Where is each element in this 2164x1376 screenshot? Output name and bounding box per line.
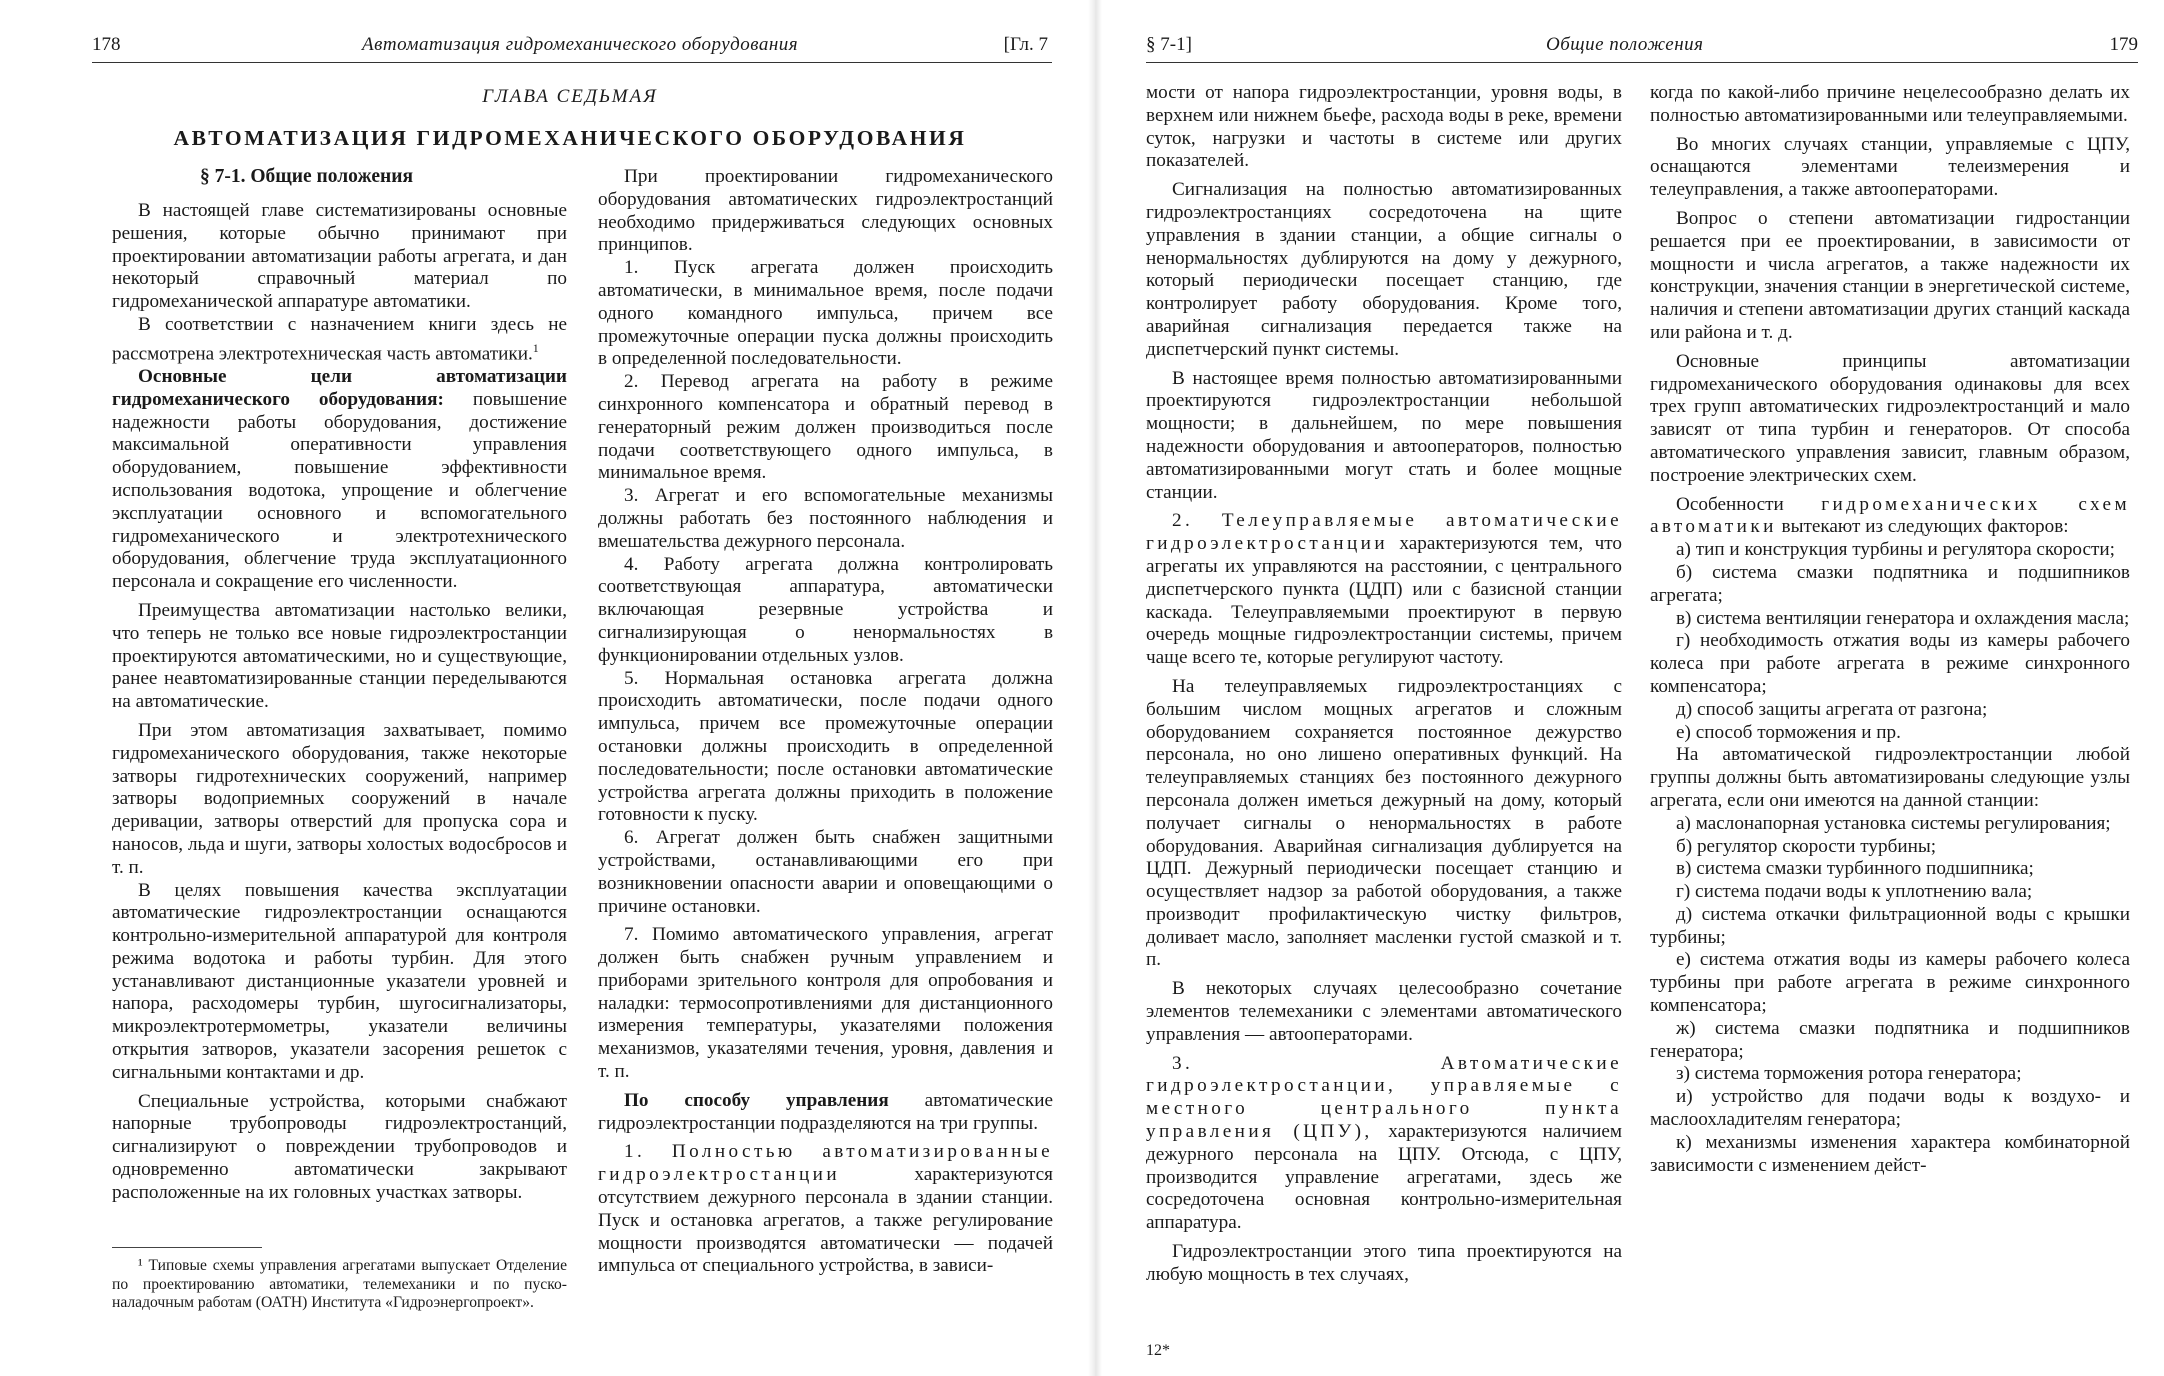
spaced-term: 2. Телеуправляемые автоматические гидроэлектростанции [1146,510,1622,555]
paragraph: 3. Автоматические гидроэлектростанции, управляемые с местного центрального пункта управления (ЦПУ), характеризуются наличием дежурного персонала на ЦПУ. Отсюда, с ЦПУ, производится управление агрегатами, здесь же сосредоточена основная контрольно-измерительная аппаратура. [1146,1052,1622,1234]
paragraph: Во многих случаях станции, управляемые с ЦПУ, оснащаются элементами телеизмерения и телеуправления, а также автооператорами. [1650,133,2130,201]
footnote-rule [112,1247,262,1248]
left-running-head [92,28,1052,63]
paragraph: В настоящей главе систематизированы основные решения, которые обычно принимают при проектировании автоматизации работы агрегата, и дан некоторый справочный материал по гидромеханической аппаратуре автоматики. [112,200,567,313]
bold-lead: По способу управления [624,1089,889,1111]
list-item: е) способ торможения и пр. [1676,721,1901,743]
right-page-column-1 [1146,82,1622,1287]
paragraph: 4. Работу агрегата должна контролировать соответствующая аппаратура, автоматически включающая резервные устройства и сигнализирующая о ненормальностях в функционировании отдельных узлов. [598,553,1053,666]
paragraph: 6. Агрегат должен быть снабжен защитными устройствами, останавливающими его при возникновении опасности аварии и оповещающими о причине остановки. [598,827,1053,917]
list-item: в) система смазки турбинного подшипника; [1676,858,2034,880]
paragraph: В некоторых случаях целесообразно сочетание элементов телемеханики с элементами автоматического управления — автооператорами. [1146,978,1622,1045]
running-title: Автоматизация гидромеханического оборудования [362,34,799,55]
paragraph: 5. Нормальная остановка агрегата должна происходить автоматически, после подачи одного импульса, причем все промежуточные операции остановки должны происходить в определенной последовательности; после остановки автоматические устройства агрегата должны приходить в положение готовности к пуску. [598,667,1053,826]
section-title: § 7-1. Общие положения [200,166,414,187]
spaced-term: 1. Полностью автоматизированные гидроэлектростанции [598,1141,1053,1186]
paragraph: когда по какой-либо причине нецелесообразно делать их полностью автоматизированными или телеуправляемыми. [1650,82,2130,126]
paragraph: По способу управления автоматические гидроэлектростанции подразделяются на три группы. [598,1089,1053,1134]
chapter-label: ГЛАВА СЕДЬМАЯ [482,86,658,107]
paragraph: Основные принципы автоматизации гидромеханического оборудования одинаковы для всех трех групп автоматических гидроэлектростанций и мало зависят от типа турбин и генераторов. От способа автоматического управления зависит, главным образом, построение электрических схем. [1650,350,2130,486]
list-item: и) устройство для подачи воды к воздухо- и маслоохладителям генератора; [1650,1086,2130,1131]
right-page [1100,0,2164,1376]
list-item: д) система откачки фильтрационной воды с крышки турбины; [1650,903,2130,948]
list-item: ж) система смазки подпятника и подшипников генератора; [1650,1017,2130,1062]
left-page-column-2 [598,166,1053,1278]
paragraph: Специальные устройства, которыми снабжают напорные трубопроводы гидроэлектростанций, сигнализируют о повреждении трубопроводов и одновременно автоматически закрывают расположенные на их головных участках затворы. [112,1090,567,1203]
paragraph: При этом автоматизация захватывает, помимо гидромеханического оборудования, также некоторые затворы гидротехнических сооружений, например затворы водоприемных сооружений в начале деривации, затворы отверстий для пропуска сора и наносов, льда и шуги, затворы холостых водосбросов и т. п. [112,719,567,878]
footnote: ¹ Типовые схемы управления агрегатами выпускает Отделение по проектированию автоматики, телемеханики и по пуско-наладочным работам (ОАТН) Института «Гидроэнергопроект». [112,1257,567,1312]
page-number: 178 [92,34,121,55]
spaced-term: гидромеханических схем автоматики [1650,493,2130,538]
factor-list [1650,539,2130,744]
paragraph: Сигнализация на полностью автоматизированных гидроэлектростанциях сосредоточена на щите управления в здании станции, а общие сигналы о ненормальностях дублируются на дому у дежурного, который периодически посещает станцию, где контролирует работу оборудования. Кроме того, аварийная сигнализация передается также на диспетчерский пункт системы. [1146,179,1622,360]
bold-lead: Основные цели автоматизации гидромеханического оборудования: [112,365,567,410]
paragraph: 2. Перевод агрегата на работу в режиме синхронного компенсатора и обратный перевод в генераторный режим должен производиться после подачи соответствующего одного импульса, в минимальное время. [598,371,1053,484]
paragraph: 1. Полностью автоматизированные гидроэлектростанции характеризуются отсутствием дежурного персонала в здании станции. Пуск и остановка агрегатов, а также регулирование мощности производятся автоматически — подачей импульса от специального устройства, в зависи- [598,1141,1053,1277]
section-ref: § 7-1] [1146,34,1192,55]
paragraph: На автоматической гидроэлектростанции любой группы должны быть автоматизированы следующие узлы агрегата, если они имеются на данной станции: [1650,744,2130,811]
paragraph: 2. Телеуправляемые автоматические гидроэлектростанции характеризуются тем, что агрегаты их управляются на расстоянии, с центрального диспетчерского пункта (ЦДП) или с базисной станции каскада. Телеуправляемыми проектируют в первую очередь мощные гидроэлектростанции системы, причем чаще всего те, которые регулируют частоту. [1146,510,1622,669]
list-item: з) система торможения ротора генератора; [1676,1063,2022,1085]
list-item: в) система вентиляции генератора и охлаждения масла; [1676,607,2130,629]
paragraph: Гидроэлектростанции этого типа проектируются на любую мощность в тех случаях, [1146,1241,1622,1285]
left-page-column-1 [112,200,567,1205]
list-item: а) маслонапорная установка системы регулирования; [1676,812,2111,834]
unit-list [1650,813,2130,1178]
right-page-column-2 [1650,82,2130,1177]
paragraph: Основные цели автоматизации гидромеханического оборудования: повышение надежности работы оборудования, достижение максимальной оперативности управления оборудованием, повышение эффективности использования водотока, упрощение и облегчение эксплуатации основного и вспомогательного гидромеханического и электротехнического оборудования, облегчение труда эксплуатационного персонала и сокращение его численности. [112,365,567,593]
paragraph: Особенности гидромеханических схем автоматики вытекают из следующих факторов: [1650,493,2130,538]
paragraph: Вопрос о степени автоматизации гидростанции решается при ее проектировании, в зависимости от мощности и числа агрегатов, а также надежности их конструкции, значения станции в энергетической системе, наличия и степени автоматизации других станций каскада или района и т. д. [1650,207,2130,343]
list-item: б) система смазки подпятника и подшипников агрегата; [1650,561,2130,606]
paragraph: 3. Агрегат и его вспомогательные механизмы должны работать без постоянного наблюдения и вмешательства дежурного персонала. [598,485,1053,552]
running-title: Общие положения [1546,34,1704,55]
spaced-term: 3. Автоматические гидроэлектростанции, управляемые с местного центрального пункта управления (ЦПУ), [1146,1052,1622,1143]
paragraph: 7. Помимо автоматического управления, агрегат должен быть снабжен ручным управлением и приборами зрительного контроля для опробования и наладки: термосопротивлениями для дистанционного измерения температуры, указателями положения механизмов, указателями течения, уровня, давления и т. п. [598,924,1053,1083]
right-running-head [1146,28,2138,63]
paragraph: При проектировании гидромеханического оборудования автоматических гидроэлектростанций необходимо придерживаться следующих основных принципов. [598,166,1053,256]
chapter-title: АВТОМАТИЗАЦИЯ ГИДРОМЕХАНИЧЕСКОГО ОБОРУДОВАНИЯ [173,126,967,150]
paragraph: На телеуправляемых гидроэлектростанциях с большим числом мощных агрегатов и сложным оборудованием сохраняется постоянное дежурство персонала, но оно лишено оперативных функций. На телеуправляемых станциях без постоянного дежурного персонала должен иметься дежурный на дому, который получает сигналы о ненормальностях в работе оборудования. Аварийная сигнализация дублируется на ЦДП. Дежурный периодически посещает станцию и осуществляет надзор за работой оборудования, а также производит профилактическую чистку фильтров, доливает масло, заполняет масленки густой смазкой и т. п. [1146,675,1622,971]
signature-mark: 12* [1146,1342,1170,1359]
list-item: г) система подачи воды к уплотнению вала; [1676,881,2033,903]
paragraph: В настоящее время полностью автоматизированными проектируются гидроэлектростанции небольшой мощности; в дальнейшем, по мере повышения надежности оборудования и автооператоров, полностью автоматизированными могут стать и более мощные станции. [1146,367,1622,503]
list-item: б) регулятор скорости турбины; [1676,835,1937,857]
paragraph: В соответствии с назначением книги здесь не рассмотрена электротехническая часть автоматики.$^1$ [112,313,567,365]
list-item: д) способ защиты агрегата от разгона; [1676,698,1988,720]
page-number: 179 [2109,34,2138,55]
paragraph: Преимущества автоматизации настолько велики, что теперь не только все новые гидроэлектростанции проектируются автоматическими, но и существующие, ранее неавтоматизированные станции переделываются на автоматические. [112,599,567,713]
list-item: к) механизмы изменения характера комбинаторной зависимости с изменением дейст- [1650,1131,2130,1176]
paragraph: В целях повышения качества эксплуатации автоматические гидроэлектростанции оснащаются контрольно-измерительной аппаратурой для контроля режима водотока и работы турбин. Для этого устанавливают дистанционные указатели уровней и напора, расходомеры турбин, шугосигнализаторы, микроэлектротермометры, указатели величины открытия затворов, указатели засорения решеток с сигнальными контактами и др. [112,879,567,1083]
list-item: а) тип и конструкция турбины и регулятора скорости; [1676,539,2116,561]
paragraph: мости от напора гидроэлектростанции, уровня воды, в верхнем или нижнем бьефе, расхода воды в реке, времени суток, нагрузки и частоты в системе или других показателей. [1146,82,1622,172]
list-item: е) система отжатия воды из камеры рабочего колеса турбины при работе агрегата в режиме синхронного компенсатора; [1650,949,2130,1017]
paragraph: 1. Пуск агрегата должен происходить автоматически, в минимальное время, после подачи одного командного импульса, причем все промежуточные операции пуска должны происходить в определенной последовательности. [598,257,1053,370]
footnote-marker: 1 [532,340,539,355]
list-item: г) необходимость отжатия воды из камеры рабочего колеса при работе агрегата в режиме синхронного компенсатора; [1650,630,2130,697]
chapter-ref: [Гл. 7 [1003,34,1048,55]
